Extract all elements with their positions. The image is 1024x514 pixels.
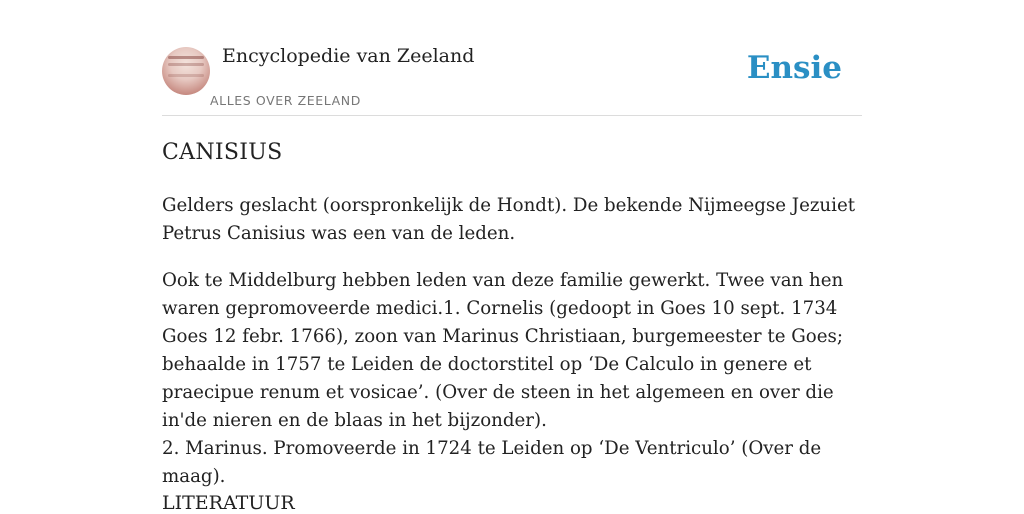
site-avatar[interactable] xyxy=(162,47,210,95)
section-heading: LITERATUUR xyxy=(162,492,295,514)
brand-logo-link[interactable]: Ensie xyxy=(746,50,842,86)
article-paragraph xyxy=(162,267,862,491)
site-subtitle: ALLES OVER ZEELAND xyxy=(210,93,361,108)
article-title: CANISIUS xyxy=(162,140,283,165)
site-title[interactable]: Encyclopedie van Zeeland xyxy=(222,45,475,67)
site-header xyxy=(162,0,862,116)
article-paragraph-text: 2. Marinus. Promoveerde in 1724 te Leiden op ‘De Ventriculo’ (Over de maag). xyxy=(162,438,822,487)
article-paragraph: Gelders geslacht (oorspronkelijk de Hondt). De bekende Nijmeegse Jezuiet Petrus Canisius was een van de leden. xyxy=(162,195,856,244)
article-paragraph-text: Ook te Middelburg hebben leden van deze familie gewerkt. Twee van hen waren gepromoveerde medici.1. Cornelis (gedoopt in Goes 10 sept. 1734 Goes 12 febr. 1766), zoon van Marinus Christiaan, burgemeester te Goes; behaalde in 1757 te Leiden de doctorstitel op ‘De Calculo in genere et praecipue renum et vosicae’. (Over de steen in het algemeen en over die in'de nieren en de blaas in het bijzonder). xyxy=(162,270,844,431)
page-container xyxy=(162,0,862,514)
